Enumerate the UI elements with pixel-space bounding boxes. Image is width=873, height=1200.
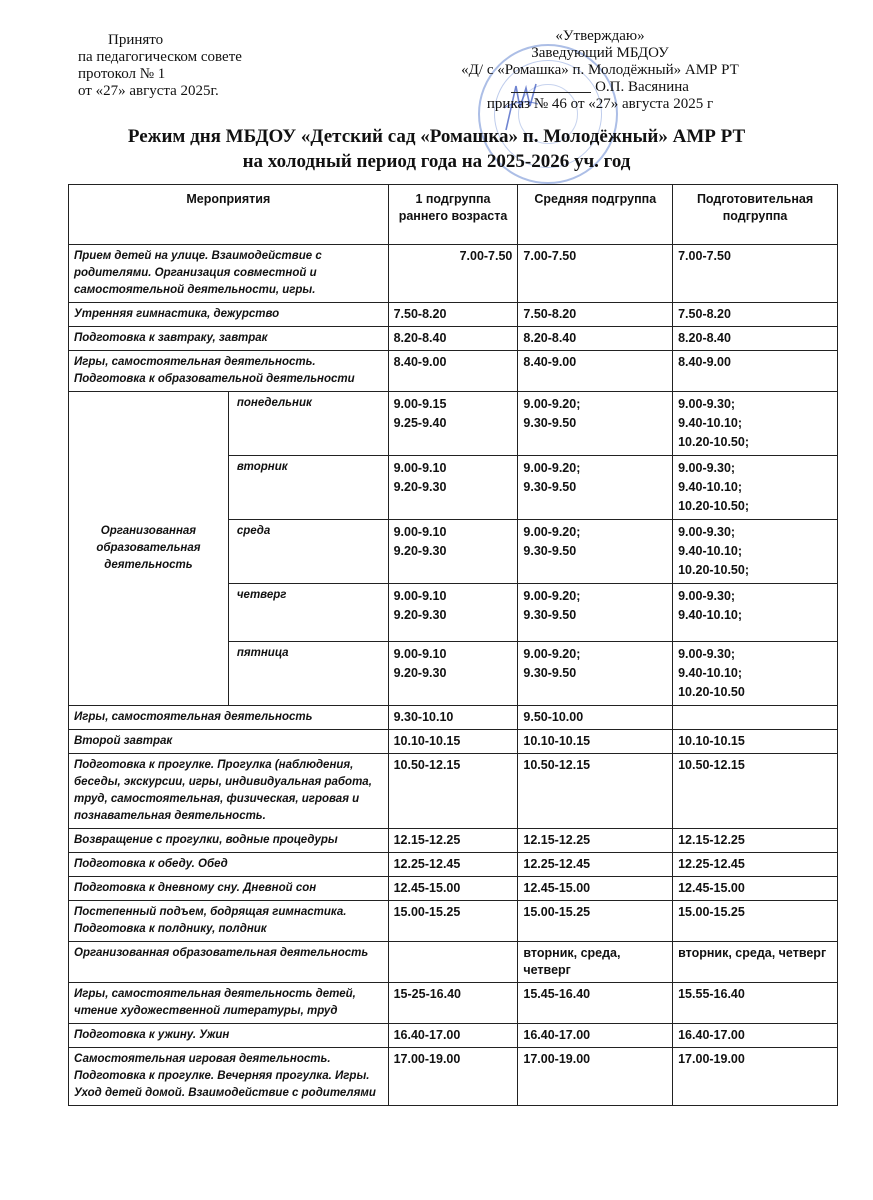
accepted-line: Принято <box>108 32 164 48</box>
time-cell-g3: 8.20-8.40 <box>673 327 838 351</box>
header-group-2: Средняя подгруппа <box>518 185 673 245</box>
time-cell-g1: 12.15-12.25 <box>388 829 518 853</box>
activity-cell: Утренняя гимнастика, дежурство <box>69 303 389 327</box>
time-cell-g2: вторник, среда, четверг <box>518 942 673 983</box>
approve-label: «Утверждаю» <box>555 28 645 44</box>
time-cell-g2: 7.00-7.50 <box>518 245 673 303</box>
time-cell-g3: 8.40-9.00 <box>673 351 838 392</box>
order-reference: приказ № 46 от «27» августа 2025 г <box>486 96 714 112</box>
time-cell-g1: 9.00-9.10 9.20-9.30 <box>388 642 518 706</box>
activity-cell: Подготовка к ужину. Ужин <box>69 1024 389 1048</box>
time-cell-g3: 9.00-9.30; 9.40-10.10; 10.20-10.50; <box>673 520 838 584</box>
time-cell-g3: 9.00-9.30; 9.40-10.10; 10.20-10.50; <box>673 456 838 520</box>
time-cell-g3: 15.55-16.40 <box>673 983 838 1024</box>
table-row <box>69 942 838 983</box>
weekday-cell: среда <box>228 520 388 584</box>
time-cell-g1: 12.45-15.00 <box>388 877 518 901</box>
title-line-1: Режим дня МБДОУ «Детский сад «Ромашка» п. Молодёжный» АМР РТ <box>127 126 746 147</box>
table-row <box>69 901 838 942</box>
accepted-line: па педагогическом совете <box>78 49 242 65</box>
accepted-line: протокол № 1 <box>78 66 166 82</box>
title-line-2: на холодный период года на 2025-2026 уч. год <box>242 151 631 172</box>
time-cell-g3: вторник, среда, четверг <box>673 942 838 983</box>
approver-position: Заведующий МБДОУ <box>531 45 669 61</box>
activity-cell: Организованная образовательная деятельность <box>69 942 389 983</box>
table-row <box>69 983 838 1024</box>
table-row <box>69 245 838 303</box>
time-cell-g1: 8.40-9.00 <box>388 351 518 392</box>
time-cell-g1: 7.50-8.20 <box>388 303 518 327</box>
table-row <box>69 303 838 327</box>
time-cell-g3: 16.40-17.00 <box>673 1024 838 1048</box>
activity-cell: Подготовка к прогулке. Прогулка (наблюдения, беседы, экскурсии, игры, индивидуальная работа, труд, самостоятельная, физическая, игровая и познавательная деятельность. <box>69 754 389 829</box>
time-cell-g1: 9.30-10.10 <box>388 706 518 730</box>
time-cell-g3: 7.50-8.20 <box>673 303 838 327</box>
organization-name: «Д/ с «Ромашка» п. Молодёжный» АМР РТ <box>461 62 739 78</box>
time-cell-g2: 16.40-17.00 <box>518 1024 673 1048</box>
table-header-row <box>69 185 838 245</box>
time-cell-g1: 16.40-17.00 <box>388 1024 518 1048</box>
table-row <box>69 351 838 392</box>
signatory-name: О.П. Васянина <box>595 79 689 95</box>
time-cell-g2: 17.00-19.00 <box>518 1048 673 1106</box>
time-cell-g3: 9.00-9.30; 9.40-10.10; 10.20-10.50; <box>673 392 838 456</box>
weekday-cell: понедельник <box>228 392 388 456</box>
header-group-3: Подготовительная подгруппа <box>673 185 838 245</box>
page-title <box>0 124 873 174</box>
table-row <box>69 754 838 829</box>
time-cell-g2: 15.45-16.40 <box>518 983 673 1024</box>
time-cell-g2: 9.00-9.20; 9.30-9.50 <box>518 642 673 706</box>
time-cell-g2: 12.25-12.45 <box>518 853 673 877</box>
signature-line <box>511 92 591 93</box>
signatory-line <box>430 79 770 96</box>
time-cell-g3: 12.25-12.45 <box>673 853 838 877</box>
time-cell-g3: 7.00-7.50 <box>673 245 838 303</box>
table-row <box>69 706 838 730</box>
time-cell-g2: 9.00-9.20; 9.30-9.50 <box>518 520 673 584</box>
time-cell-g1: 7.00-7.50 <box>388 245 518 303</box>
table-row <box>69 829 838 853</box>
time-cell-g2: 12.15-12.25 <box>518 829 673 853</box>
time-cell-g1: 9.00-9.10 9.20-9.30 <box>388 520 518 584</box>
time-cell-g2: 15.00-15.25 <box>518 901 673 942</box>
weekday-cell: вторник <box>228 456 388 520</box>
header-group-1: 1 подгруппа раннего возраста <box>388 185 518 245</box>
time-cell-g3 <box>673 706 838 730</box>
time-cell-g1: 17.00-19.00 <box>388 1048 518 1106</box>
time-cell-g3: 15.00-15.25 <box>673 901 838 942</box>
time-cell-g1: 15-25-16.40 <box>388 983 518 1024</box>
table-row <box>69 853 838 877</box>
time-cell-g2: 8.40-9.00 <box>518 351 673 392</box>
time-cell-g2: 10.10-10.15 <box>518 730 673 754</box>
approval-block <box>430 28 770 113</box>
time-cell-g3: 12.45-15.00 <box>673 877 838 901</box>
activity-cell: Самостоятельная игровая деятельность. Подготовка к прогулке. Вечерняя прогулка. Игры. Уход детей домой. Взаимодействие с родителями <box>69 1048 389 1106</box>
activity-cell: Прием детей на улице. Взаимодействие с родителями. Организация совместной и самостоятельной деятельности, игры. <box>69 245 389 303</box>
daily-schedule-table <box>68 184 838 1106</box>
activity-cell: Подготовка к дневному сну. Дневной сон <box>69 877 389 901</box>
time-cell-g1: 15.00-15.25 <box>388 901 518 942</box>
time-cell-g2: 10.50-12.15 <box>518 754 673 829</box>
time-cell-g1: 10.10-10.15 <box>388 730 518 754</box>
time-cell-g2: 7.50-8.20 <box>518 303 673 327</box>
time-cell-g3: 17.00-19.00 <box>673 1048 838 1106</box>
table-row <box>69 327 838 351</box>
time-cell-g1: 8.20-8.40 <box>388 327 518 351</box>
time-cell-g2: 8.20-8.40 <box>518 327 673 351</box>
time-cell-g1: 12.25-12.45 <box>388 853 518 877</box>
table-row <box>69 1048 838 1106</box>
time-cell-g2: 9.00-9.20; 9.30-9.50 <box>518 392 673 456</box>
weekday-cell: четверг <box>228 584 388 642</box>
table-row-ood-monday <box>69 392 838 456</box>
time-cell-g2: 9.00-9.20; 9.30-9.50 <box>518 456 673 520</box>
activity-cell: Игры, самостоятельная деятельность. Подготовка к образовательной деятельности <box>69 351 389 392</box>
activity-cell: Подготовка к завтраку, завтрак <box>69 327 389 351</box>
activity-cell: Второй завтрак <box>69 730 389 754</box>
table-row <box>69 730 838 754</box>
time-cell-g1: 9.00-9.10 9.20-9.30 <box>388 456 518 520</box>
time-cell-g1: 9.00-9.10 9.20-9.30 <box>388 584 518 642</box>
time-cell-g3: 9.00-9.30; 9.40-10.10; <box>673 584 838 642</box>
ood-label-cell: Организованная образовательная деятельность <box>69 392 229 706</box>
activity-cell: Игры, самостоятельная деятельность детей, чтение художественной литературы, труд <box>69 983 389 1024</box>
time-cell-g3: 12.15-12.25 <box>673 829 838 853</box>
accepted-line: от «27» августа 2025г. <box>78 83 219 99</box>
time-cell-g3: 10.10-10.15 <box>673 730 838 754</box>
time-cell-g2: 9.50-10.00 <box>518 706 673 730</box>
accepted-block <box>78 32 242 100</box>
time-cell-g3: 9.00-9.30; 9.40-10.10; 10.20-10.50 <box>673 642 838 706</box>
table-row <box>69 1024 838 1048</box>
table-row <box>69 877 838 901</box>
time-cell-g1 <box>388 942 518 983</box>
time-cell-g3: 10.50-12.15 <box>673 754 838 829</box>
time-cell-g2: 9.00-9.20; 9.30-9.50 <box>518 584 673 642</box>
activity-cell: Постепенный подъем, бодрящая гимнастика. Подготовка к полднику, полдник <box>69 901 389 942</box>
header-activities: Мероприятия <box>69 185 389 245</box>
activity-cell: Подготовка к обеду. Обед <box>69 853 389 877</box>
weekday-cell: пятница <box>228 642 388 706</box>
time-cell-g2: 12.45-15.00 <box>518 877 673 901</box>
time-cell-g1: 9.00-9.15 9.25-9.40 <box>388 392 518 456</box>
activity-cell: Игры, самостоятельная деятельность <box>69 706 389 730</box>
activity-cell: Возвращение с прогулки, водные процедуры <box>69 829 389 853</box>
time-cell-g1: 10.50-12.15 <box>388 754 518 829</box>
